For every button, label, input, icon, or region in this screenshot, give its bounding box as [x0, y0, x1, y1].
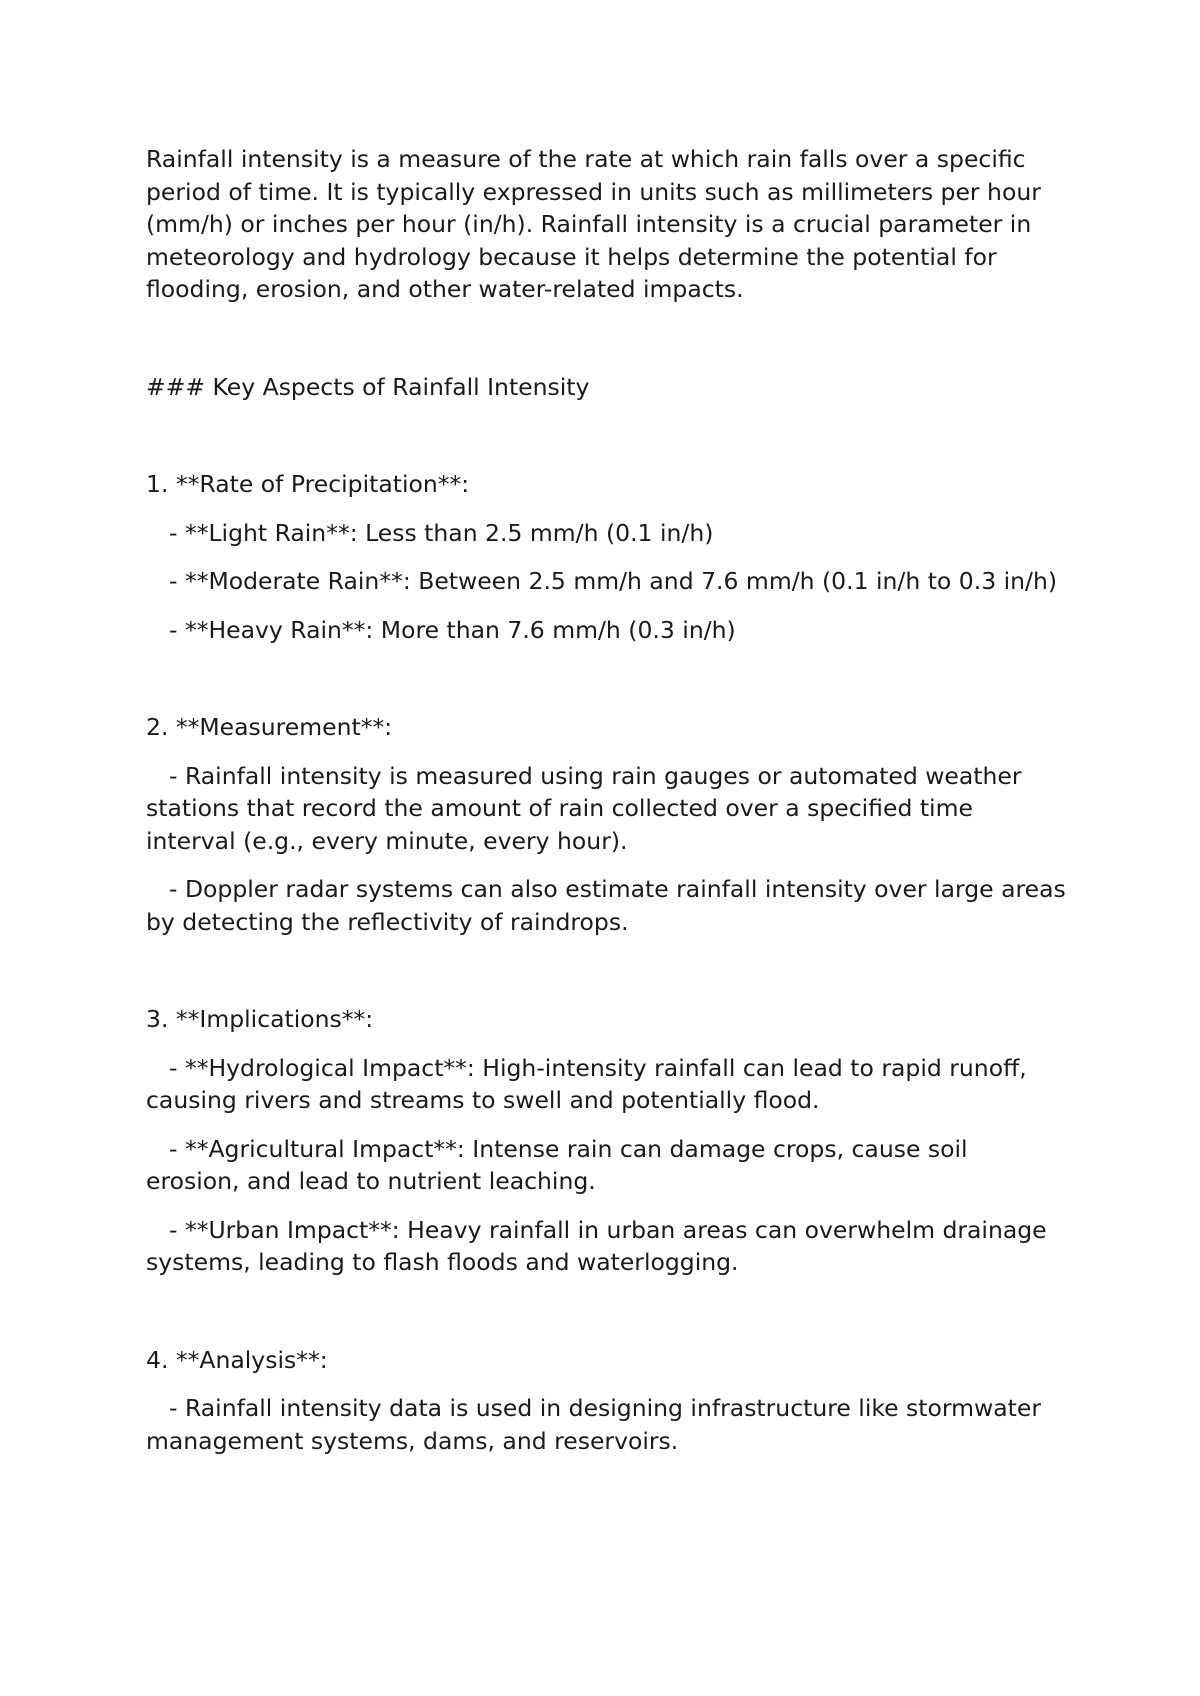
bullet-light-rain: - **Light Rain**: Less than 2.5 mm/h (0.1 in/h)	[169, 518, 714, 547]
list-item-title: 4. **Analysis**:	[146, 1345, 328, 1374]
bullet-doppler-radar: - Doppler radar systems can also estimate rainfall intensity over large areas by detecting the reflectivity of raindrops.	[146, 875, 1066, 936]
list-item-title: 1. **Rate of Precipitation**:	[146, 470, 470, 498]
list-item-title: 2. **Measurement**:	[146, 713, 393, 741]
bullet-moderate-rain: - **Moderate Rain**: Between 2.5 mm/h and 7.6 mm/h (0.1 in/h to 0.3 in/h)	[169, 567, 1058, 595]
bullet-agricultural-impact: - **Agricultural Impact**: Intense rain can damage crops, cause soil erosion, and lead to nutrient leaching.	[146, 1134, 968, 1195]
bullet-urban-impact: - **Urban Impact**: Heavy rainfall in urban areas can overwhelm drainage systems, leading to flash floods and waterlogging.	[146, 1215, 1047, 1276]
section-analysis	[146, 1344, 1066, 1458]
document-body	[146, 143, 1066, 1473]
section-implications	[146, 1003, 1066, 1279]
bullet-infrastructure-design: - Rainfall intensity data is used in designing infrastructure like stormwater management systems, dams, and reservoirs.	[146, 1394, 1041, 1455]
bullet-hydrological-impact: - **Hydrological Impact**: High-intensity rainfall can lead to rapid runoff, causing rivers and streams to swell and potentially flood.	[146, 1053, 1027, 1114]
list-item-title: 3. **Implications**:	[146, 1005, 374, 1033]
section-measurement	[146, 711, 1066, 938]
bullet-heavy-rain: - **Heavy Rain**: More than 7.6 mm/h (0.3 in/h)	[169, 615, 736, 644]
intro-paragraph: Rainfall intensity is a measure of the rate at which rain falls over a specific period of time. It is typically expressed in units such as millimeters per hour (mm/h) or inches per hour (in/h). Rainfall intensity is a crucial parameter in meteorology and hydrology because it helps determine the potential for flooding, erosion, and other water-related impacts.	[146, 145, 1041, 303]
section-rate-of-precipitation	[146, 468, 1066, 646]
bullet-rain-gauges: - Rainfall intensity is measured using rain gauges or automated weather stations that record the amount of rain collected over a specified time interval (e.g., every minute, every hour).	[146, 761, 1022, 855]
section-heading: ### Key Aspects of Rainfall Intensity	[146, 372, 590, 401]
